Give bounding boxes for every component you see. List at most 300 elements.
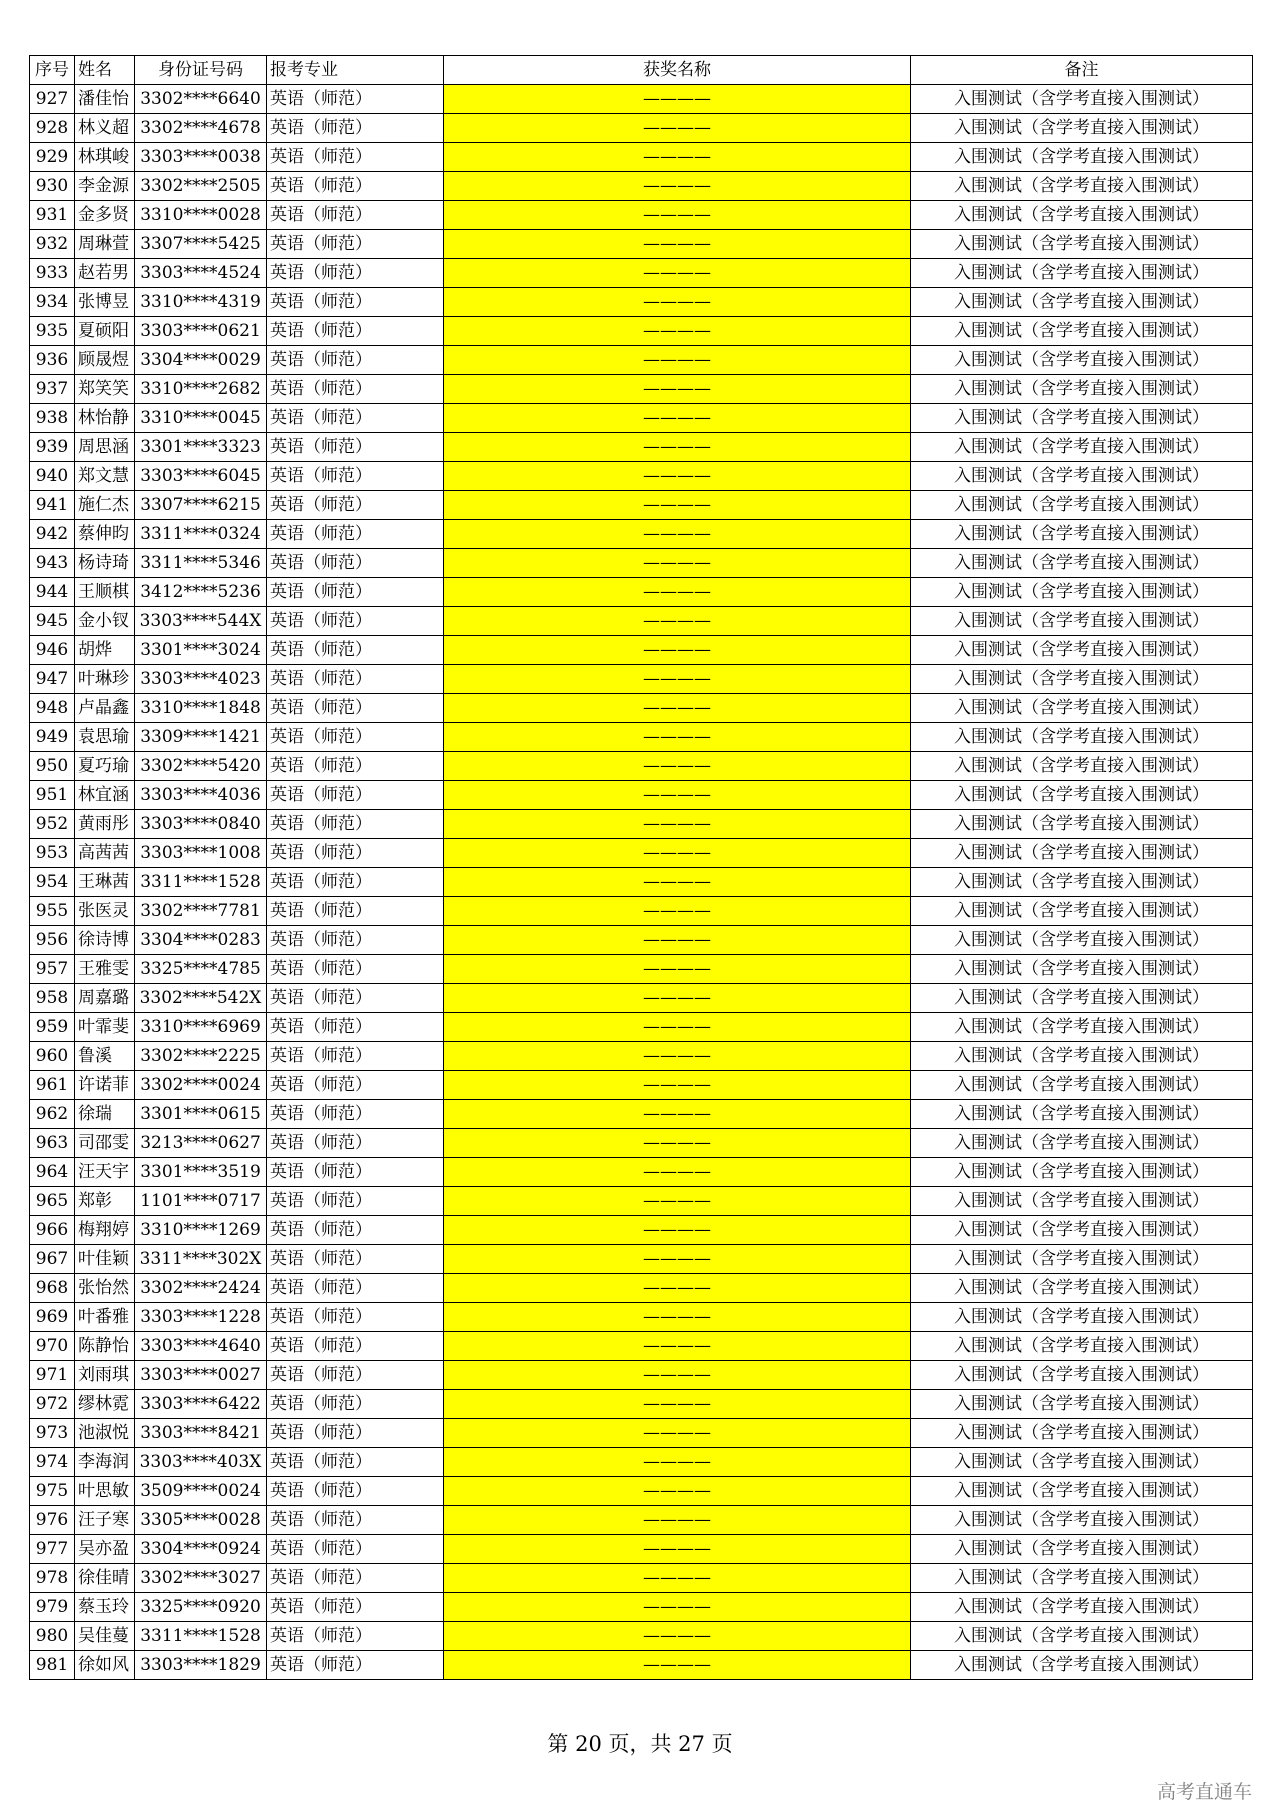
name-cell: 叶霏斐 [75, 1013, 135, 1042]
table-row [30, 288, 1253, 317]
name-cell: 周琳萱 [75, 230, 135, 259]
award-cell: ———— [444, 868, 911, 897]
award-cell: ———— [444, 781, 911, 810]
name-cell: 徐瑞 [75, 1100, 135, 1129]
seq-cell: 937 [30, 375, 75, 404]
id-number-cell: 3325****4785 [135, 955, 267, 984]
award-cell: ———— [444, 1013, 911, 1042]
major-cell: 英语（师范） [267, 1245, 444, 1274]
note-cell: 入围测试（含学考直接入围测试） [911, 781, 1253, 810]
name-cell: 林义超 [75, 114, 135, 143]
major-cell: 英语（师范） [267, 114, 444, 143]
note-cell: 入围测试（含学考直接入围测试） [911, 1216, 1253, 1245]
seq-cell: 943 [30, 549, 75, 578]
table-row [30, 462, 1253, 491]
major-cell: 英语（师范） [267, 462, 444, 491]
award-cell: ———— [444, 201, 911, 230]
seq-cell: 978 [30, 1564, 75, 1593]
name-cell: 郑文慧 [75, 462, 135, 491]
award-cell: ———— [444, 1506, 911, 1535]
major-cell: 英语（师范） [267, 1129, 444, 1158]
table-row [30, 1390, 1253, 1419]
table-row [30, 1245, 1253, 1274]
table-row [30, 1651, 1253, 1680]
note-cell: 入围测试（含学考直接入围测试） [911, 926, 1253, 955]
award-cell: ———— [444, 1419, 911, 1448]
award-cell: ———— [444, 1593, 911, 1622]
name-cell: 郑笑笑 [75, 375, 135, 404]
note-cell: 入围测试（含学考直接入围测试） [911, 839, 1253, 868]
major-cell: 英语（师范） [267, 1448, 444, 1477]
table-body [30, 85, 1253, 1680]
name-cell: 汪天宇 [75, 1158, 135, 1187]
award-cell: ———— [444, 897, 911, 926]
major-cell: 英语（师范） [267, 723, 444, 752]
table-row [30, 1535, 1253, 1564]
table-row [30, 1477, 1253, 1506]
note-cell: 入围测试（含学考直接入围测试） [911, 114, 1253, 143]
name-cell: 梅翔婷 [75, 1216, 135, 1245]
major-cell: 英语（师范） [267, 549, 444, 578]
id-number-cell: 3311****1528 [135, 868, 267, 897]
header-major: 报考专业 [267, 56, 444, 85]
table-row [30, 839, 1253, 868]
table-row [30, 143, 1253, 172]
note-cell: 入围测试（含学考直接入围测试） [911, 1071, 1253, 1100]
table-row [30, 578, 1253, 607]
major-cell: 英语（师范） [267, 433, 444, 462]
table-row [30, 1042, 1253, 1071]
table-row [30, 1100, 1253, 1129]
seq-cell: 936 [30, 346, 75, 375]
note-cell: 入围测试（含学考直接入围测试） [911, 491, 1253, 520]
name-cell: 夏硕阳 [75, 317, 135, 346]
id-number-cell: 3303****4023 [135, 665, 267, 694]
major-cell: 英语（师范） [267, 520, 444, 549]
name-cell: 金多贤 [75, 201, 135, 230]
id-number-cell: 3303****0027 [135, 1361, 267, 1390]
seq-cell: 980 [30, 1622, 75, 1651]
major-cell: 英语（师范） [267, 955, 444, 984]
name-cell: 周思涵 [75, 433, 135, 462]
major-cell: 英语（师范） [267, 85, 444, 114]
award-cell: ———— [444, 491, 911, 520]
id-number-cell: 3305****0028 [135, 1506, 267, 1535]
id-number-cell: 3301****3024 [135, 636, 267, 665]
major-cell: 英语（师范） [267, 259, 444, 288]
watermark-text: 高考直通车 [1156, 1781, 1252, 1803]
id-number-cell: 3302****6640 [135, 85, 267, 114]
award-cell: ———— [444, 1274, 911, 1303]
note-cell: 入围测试（含学考直接入围测试） [911, 1274, 1253, 1303]
major-cell: 英语（师范） [267, 1564, 444, 1593]
award-cell: ———— [444, 1477, 911, 1506]
major-cell: 英语（师范） [267, 1013, 444, 1042]
award-cell: ———— [444, 1071, 911, 1100]
major-cell: 英语（师范） [267, 172, 444, 201]
seq-cell: 974 [30, 1448, 75, 1477]
name-cell: 胡烨 [75, 636, 135, 665]
note-cell: 入围测试（含学考直接入围测试） [911, 172, 1253, 201]
id-number-cell: 3303****1228 [135, 1303, 267, 1332]
id-number-cell: 3311****1528 [135, 1622, 267, 1651]
note-cell: 入围测试（含学考直接入围测试） [911, 578, 1253, 607]
major-cell: 英语（师范） [267, 781, 444, 810]
award-cell: ———— [444, 665, 911, 694]
award-cell: ———— [444, 259, 911, 288]
id-number-cell: 3303****0621 [135, 317, 267, 346]
seq-cell: 965 [30, 1187, 75, 1216]
seq-cell: 972 [30, 1390, 75, 1419]
award-cell: ———— [444, 549, 911, 578]
id-number-cell: 3303****1829 [135, 1651, 267, 1680]
name-cell: 汪子寒 [75, 1506, 135, 1535]
major-cell: 英语（师范） [267, 1651, 444, 1680]
name-cell: 吴亦盈 [75, 1535, 135, 1564]
seq-cell: 964 [30, 1158, 75, 1187]
table-row [30, 984, 1253, 1013]
id-number-cell: 1101****0717 [135, 1187, 267, 1216]
id-number-cell: 3303****0038 [135, 143, 267, 172]
note-cell: 入围测试（含学考直接入围测试） [911, 404, 1253, 433]
seq-cell: 953 [30, 839, 75, 868]
name-cell: 叶思敏 [75, 1477, 135, 1506]
award-cell: ———— [444, 810, 911, 839]
major-cell: 英语（师范） [267, 288, 444, 317]
major-cell: 英语（师范） [267, 926, 444, 955]
seq-cell: 933 [30, 259, 75, 288]
seq-cell: 961 [30, 1071, 75, 1100]
note-cell: 入围测试（含学考直接入围测试） [911, 955, 1253, 984]
award-cell: ———— [444, 346, 911, 375]
name-cell: 高茜茜 [75, 839, 135, 868]
table-row [30, 346, 1253, 375]
table-row [30, 1622, 1253, 1651]
table-row [30, 317, 1253, 346]
award-cell: ———— [444, 404, 911, 433]
table-row [30, 549, 1253, 578]
seq-cell: 938 [30, 404, 75, 433]
award-cell: ———— [444, 1535, 911, 1564]
table-row [30, 1071, 1253, 1100]
header-seq: 序号 [30, 56, 75, 85]
id-number-cell: 3310****1269 [135, 1216, 267, 1245]
note-cell: 入围测试（含学考直接入围测试） [911, 375, 1253, 404]
award-cell: ———— [444, 607, 911, 636]
note-cell: 入围测试（含学考直接入围测试） [911, 1332, 1253, 1361]
award-cell: ———— [444, 1332, 911, 1361]
name-cell: 袁思瑜 [75, 723, 135, 752]
seq-cell: 959 [30, 1013, 75, 1042]
note-cell: 入围测试（含学考直接入围测试） [911, 1419, 1253, 1448]
id-number-cell: 3303****8421 [135, 1419, 267, 1448]
table-row [30, 1216, 1253, 1245]
id-number-cell: 3310****0028 [135, 201, 267, 230]
table-row [30, 926, 1253, 955]
seq-cell: 941 [30, 491, 75, 520]
name-cell: 赵若男 [75, 259, 135, 288]
name-cell: 顾晟煜 [75, 346, 135, 375]
id-number-cell: 3302****2225 [135, 1042, 267, 1071]
table-row [30, 723, 1253, 752]
id-number-cell: 3310****6969 [135, 1013, 267, 1042]
seq-cell: 928 [30, 114, 75, 143]
name-cell: 徐如风 [75, 1651, 135, 1680]
table-row [30, 1361, 1253, 1390]
major-cell: 英语（师范） [267, 868, 444, 897]
table-row [30, 201, 1253, 230]
major-cell: 英语（师范） [267, 1158, 444, 1187]
table-row [30, 520, 1253, 549]
note-cell: 入围测试（含学考直接入围测试） [911, 752, 1253, 781]
name-cell: 杨诗琦 [75, 549, 135, 578]
award-cell: ———— [444, 1100, 911, 1129]
award-cell: ———— [444, 1216, 911, 1245]
seq-cell: 955 [30, 897, 75, 926]
id-number-cell: 3304****0029 [135, 346, 267, 375]
major-cell: 英语（师范） [267, 1506, 444, 1535]
seq-cell: 949 [30, 723, 75, 752]
note-cell: 入围测试（含学考直接入围测试） [911, 1477, 1253, 1506]
note-cell: 入围测试（含学考直接入围测试） [911, 1042, 1253, 1071]
name-cell: 周嘉璐 [75, 984, 135, 1013]
note-cell: 入围测试（含学考直接入围测试） [911, 868, 1253, 897]
id-number-cell: 3303****0840 [135, 810, 267, 839]
table-row [30, 868, 1253, 897]
note-cell: 入围测试（含学考直接入围测试） [911, 723, 1253, 752]
name-cell: 蔡伸昀 [75, 520, 135, 549]
table-row [30, 1129, 1253, 1158]
id-number-cell: 3412****5236 [135, 578, 267, 607]
award-cell: ———— [444, 1187, 911, 1216]
seq-cell: 952 [30, 810, 75, 839]
seq-cell: 957 [30, 955, 75, 984]
table-row [30, 897, 1253, 926]
award-cell: ———— [444, 433, 911, 462]
table-row [30, 259, 1253, 288]
note-cell: 入围测试（含学考直接入围测试） [911, 1187, 1253, 1216]
award-cell: ———— [444, 375, 911, 404]
major-cell: 英语（师范） [267, 984, 444, 1013]
name-cell: 刘雨琪 [75, 1361, 135, 1390]
name-cell: 鲁溪 [75, 1042, 135, 1071]
award-cell: ———— [444, 462, 911, 491]
table-row [30, 172, 1253, 201]
note-cell: 入围测试（含学考直接入围测试） [911, 346, 1253, 375]
id-number-cell: 3302****0024 [135, 1071, 267, 1100]
seq-cell: 946 [30, 636, 75, 665]
seq-cell: 950 [30, 752, 75, 781]
seq-cell: 940 [30, 462, 75, 491]
table-row [30, 607, 1253, 636]
header-note: 备注 [911, 56, 1253, 85]
seq-cell: 945 [30, 607, 75, 636]
table-row [30, 375, 1253, 404]
table-row [30, 1158, 1253, 1187]
major-cell: 英语（师范） [267, 1071, 444, 1100]
page-indicator: 第 20 页，共 27 页 [547, 1732, 733, 1756]
table-row [30, 404, 1253, 433]
major-cell: 英语（师范） [267, 491, 444, 520]
note-cell: 入围测试（含学考直接入围测试） [911, 433, 1253, 462]
major-cell: 英语（师范） [267, 1303, 444, 1332]
award-cell: ———— [444, 694, 911, 723]
award-cell: ———— [444, 839, 911, 868]
table-row [30, 810, 1253, 839]
major-cell: 英语（师范） [267, 810, 444, 839]
name-cell: 叶琳珍 [75, 665, 135, 694]
id-number-cell: 3303****4640 [135, 1332, 267, 1361]
award-cell: ———— [444, 636, 911, 665]
name-cell: 林宜涵 [75, 781, 135, 810]
major-cell: 英语（师范） [267, 1100, 444, 1129]
seq-cell: 930 [30, 172, 75, 201]
id-number-cell: 3302****4678 [135, 114, 267, 143]
seq-cell: 962 [30, 1100, 75, 1129]
id-number-cell: 3303****1008 [135, 839, 267, 868]
seq-cell: 981 [30, 1651, 75, 1680]
table-row [30, 1564, 1253, 1593]
name-cell: 吴佳蔓 [75, 1622, 135, 1651]
major-cell: 英语（师范） [267, 839, 444, 868]
note-cell: 入围测试（含学考直接入围测试） [911, 1361, 1253, 1390]
id-number-cell: 3302****542X [135, 984, 267, 1013]
award-cell: ———— [444, 955, 911, 984]
table-row [30, 752, 1253, 781]
table-row [30, 114, 1253, 143]
name-cell: 黄雨彤 [75, 810, 135, 839]
name-cell: 潘佳怡 [75, 85, 135, 114]
table-row [30, 1274, 1253, 1303]
note-cell: 入围测试（含学考直接入围测试） [911, 897, 1253, 926]
seq-cell: 970 [30, 1332, 75, 1361]
seq-cell: 951 [30, 781, 75, 810]
name-cell: 林怡静 [75, 404, 135, 433]
id-number-cell: 3213****0627 [135, 1129, 267, 1158]
award-cell: ———— [444, 1361, 911, 1390]
seq-cell: 977 [30, 1535, 75, 1564]
award-cell: ———— [444, 1245, 911, 1274]
award-cell: ———— [444, 1129, 911, 1158]
major-cell: 英语（师范） [267, 346, 444, 375]
table-row [30, 781, 1253, 810]
award-cell: ———— [444, 723, 911, 752]
major-cell: 英语（师范） [267, 1419, 444, 1448]
name-cell: 徐诗博 [75, 926, 135, 955]
name-cell: 池淑悦 [75, 1419, 135, 1448]
id-number-cell: 3509****0024 [135, 1477, 267, 1506]
award-cell: ———— [444, 1390, 911, 1419]
id-number-cell: 3302****5420 [135, 752, 267, 781]
name-cell: 司邵雯 [75, 1129, 135, 1158]
award-cell: ———— [444, 172, 911, 201]
note-cell: 入围测试（含学考直接入围测试） [911, 201, 1253, 230]
seq-cell: 934 [30, 288, 75, 317]
award-cell: ———— [444, 1303, 911, 1332]
note-cell: 入围测试（含学考直接入围测试） [911, 1535, 1253, 1564]
id-number-cell: 3302****3027 [135, 1564, 267, 1593]
seq-cell: 942 [30, 520, 75, 549]
note-cell: 入围测试（含学考直接入围测试） [911, 1506, 1253, 1535]
seq-cell: 944 [30, 578, 75, 607]
name-cell: 夏巧瑜 [75, 752, 135, 781]
award-cell: ———— [444, 230, 911, 259]
table-row [30, 665, 1253, 694]
table-header-row [30, 56, 1253, 85]
id-number-cell: 3310****4319 [135, 288, 267, 317]
name-cell: 蔡玉玲 [75, 1593, 135, 1622]
name-cell: 王顺棋 [75, 578, 135, 607]
award-cell: ———— [444, 578, 911, 607]
name-cell: 李海润 [75, 1448, 135, 1477]
major-cell: 英语（师范） [267, 143, 444, 172]
seq-cell: 954 [30, 868, 75, 897]
table-row [30, 491, 1253, 520]
name-cell: 李金源 [75, 172, 135, 201]
major-cell: 英语（师范） [267, 1593, 444, 1622]
major-cell: 英语（师范） [267, 201, 444, 230]
note-cell: 入围测试（含学考直接入围测试） [911, 1129, 1253, 1158]
note-cell: 入围测试（含学考直接入围测试） [911, 549, 1253, 578]
award-cell: ———— [444, 114, 911, 143]
name-cell: 郑彰 [75, 1187, 135, 1216]
major-cell: 英语（师范） [267, 404, 444, 433]
note-cell: 入围测试（含学考直接入围测试） [911, 1245, 1253, 1274]
note-cell: 入围测试（含学考直接入围测试） [911, 1390, 1253, 1419]
id-number-cell: 3302****2505 [135, 172, 267, 201]
award-cell: ———— [444, 85, 911, 114]
note-cell: 入围测试（含学考直接入围测试） [911, 520, 1253, 549]
major-cell: 英语（师范） [267, 897, 444, 926]
note-cell: 入围测试（含学考直接入围测试） [911, 810, 1253, 839]
major-cell: 英语（师范） [267, 317, 444, 346]
award-cell: ———— [444, 1448, 911, 1477]
id-number-cell: 3302****2424 [135, 1274, 267, 1303]
id-number-cell: 3311****302X [135, 1245, 267, 1274]
id-number-cell: 3311****5346 [135, 549, 267, 578]
award-cell: ———— [444, 317, 911, 346]
name-cell: 王琳茜 [75, 868, 135, 897]
seq-cell: 975 [30, 1477, 75, 1506]
header-award: 获奖名称 [444, 56, 911, 85]
name-cell: 张医灵 [75, 897, 135, 926]
table-row [30, 1593, 1253, 1622]
award-cell: ———— [444, 1564, 911, 1593]
major-cell: 英语（师范） [267, 1274, 444, 1303]
id-number-cell: 3311****0324 [135, 520, 267, 549]
major-cell: 英语（师范） [267, 1187, 444, 1216]
id-number-cell: 3303****4036 [135, 781, 267, 810]
header-id: 身份证号码 [135, 56, 267, 85]
name-cell: 张博昱 [75, 288, 135, 317]
name-cell: 叶番雅 [75, 1303, 135, 1332]
note-cell: 入围测试（含学考直接入围测试） [911, 1448, 1253, 1477]
major-cell: 英语（师范） [267, 1477, 444, 1506]
award-cell: ———— [444, 1651, 911, 1680]
name-cell: 缪林霓 [75, 1390, 135, 1419]
table-row [30, 1506, 1253, 1535]
name-cell: 王雅雯 [75, 955, 135, 984]
header-name: 姓名 [75, 56, 135, 85]
id-number-cell: 3302****7781 [135, 897, 267, 926]
award-cell: ———— [444, 143, 911, 172]
table-row [30, 955, 1253, 984]
note-cell: 入围测试（含学考直接入围测试） [911, 1593, 1253, 1622]
note-cell: 入围测试（含学考直接入围测试） [911, 1564, 1253, 1593]
major-cell: 英语（师范） [267, 578, 444, 607]
award-cell: ———— [444, 520, 911, 549]
id-number-cell: 3301****3323 [135, 433, 267, 462]
